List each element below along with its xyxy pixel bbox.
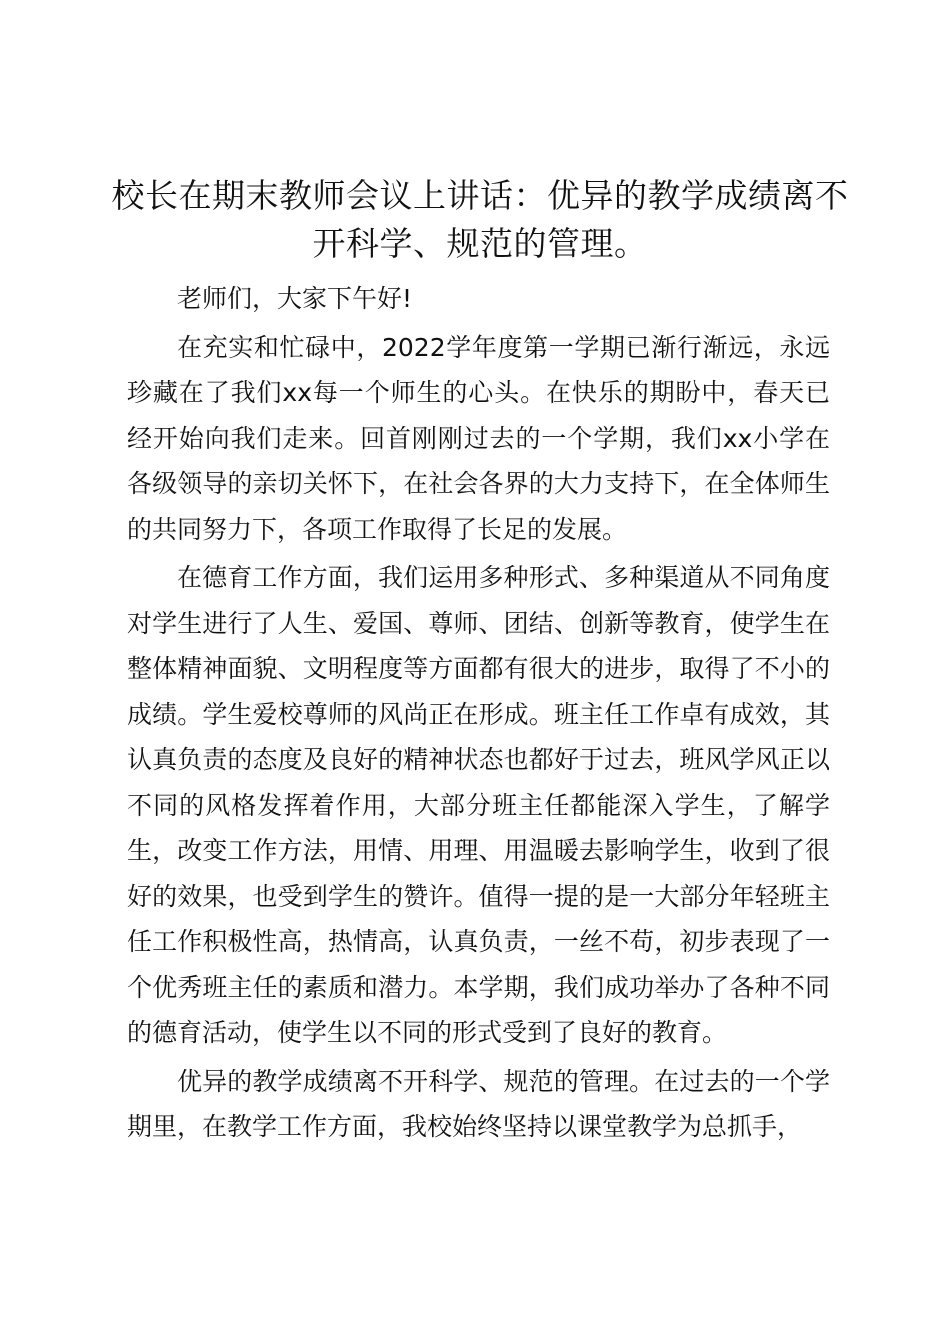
paragraph-greeting: 老师们，大家下午好! [177,284,413,313]
paragraph-intro: 在充实和忙碌中，2022学年度第一学期已渐行渐远，永远珍藏在了我们xx每一个师生的心头。在快乐的期盼中，春天已经开始向我们走来。回首刚刚过去的一个学期，我们xx小学在各级领导的亲切关怀下，在社会各界的大力支持下，在全体师生的共同努力下，各项工作取得了长足的发展。 [127,332,830,544]
document-title: 校长在期末教师会议上讲话：优异的教学成绩离不开科学、规范的管理。 [111,176,849,263]
paragraph-teaching-management: 优异的教学成绩离不开科学、规范的管理。在过去的一个学期里，在教学工作方面，我校始终坚持以课堂教学为总抓手， [127,1066,830,1141]
document-body [127,276,830,1150]
paragraph-moral-education: 在德育工作方面，我们运用多种形式、多种渠道从不同角度对学生进行了人生、爱国、尊师、团结、创新等教育，使学生在整体精神面貌、文明程度等方面都有很大的进步，取得了不小的成绩。学生爱校尊师的风尚正在形成。班主任工作卓有成效，其认真负责的态度及良好的精神状态也都好于过去，班风学风正以不同的风格发挥着作用，大部分班主任都能深入学生，了解学生，改变工作方法，用情、用理、用温暖去影响学生，收到了很好的效果，也受到学生的赞许。值得一提的是一大部分年轻班主任工作积极性高，热情高，认真负责，一丝不苟，初步表现了一个优秀班主任的素质和潜力。本学期，我们成功举办了各种不同的德育活动，使学生以不同的形式受到了良好的教育。 [127,563,830,1047]
